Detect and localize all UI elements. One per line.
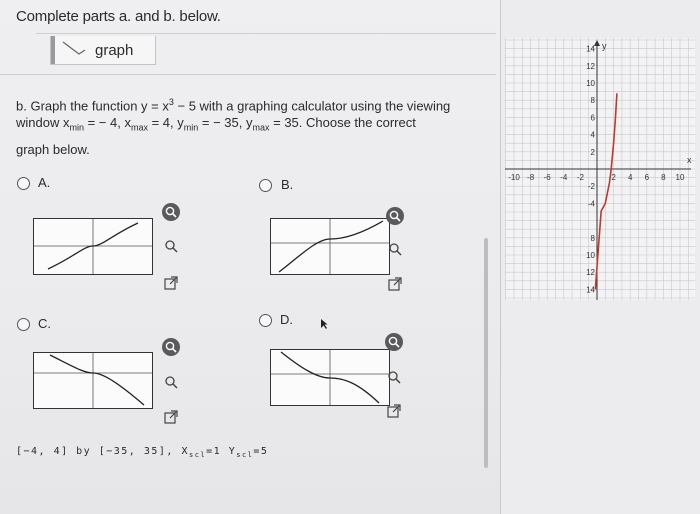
option-d-label: D. bbox=[280, 312, 293, 327]
option-d-zoom-in-icon[interactable] bbox=[385, 333, 403, 351]
x-axis-label: x bbox=[687, 155, 692, 165]
problem-line-2: window $x_{min}$ = − 4, $x_{max} = 4$, $y_{min}$ = − 35, $y_{max} = 35$. Choose the correct bbox=[16, 115, 416, 133]
option-a-zoom-in-icon[interactable] bbox=[162, 203, 180, 221]
option-d-new-window-icon[interactable] bbox=[385, 402, 403, 420]
problem-line-3: graph below. bbox=[16, 141, 90, 157]
x-tick-label: 2 bbox=[611, 173, 616, 182]
x-tick-label: -6 bbox=[543, 173, 551, 182]
option-c-new-window-icon[interactable] bbox=[162, 408, 180, 426]
x-tick-label: -2 bbox=[576, 173, 584, 182]
section-divider bbox=[0, 74, 496, 75]
option-c-plot bbox=[34, 353, 152, 408]
problem-line-1: b. Graph the function $y = x^3 - 5$ with a graphing calculator using the viewing bbox=[16, 97, 451, 114]
y-tick-label: 14 bbox=[586, 44, 595, 54]
y-tick-label: 6 bbox=[590, 113, 595, 123]
graph-tab-label: graph bbox=[95, 42, 134, 59]
y-tick-label: -2 bbox=[587, 182, 595, 192]
tab-marker bbox=[51, 36, 55, 64]
option-a-graph bbox=[33, 218, 153, 275]
option-b-new-window-icon[interactable] bbox=[386, 275, 404, 293]
scrollbar[interactable] bbox=[484, 238, 488, 468]
option-a-new-window-icon[interactable] bbox=[162, 274, 180, 292]
header-divider bbox=[36, 33, 496, 34]
option-a-plot bbox=[34, 219, 152, 274]
option-c-zoom-in-icon[interactable] bbox=[162, 338, 180, 356]
option-d-zoom-out-icon[interactable] bbox=[385, 368, 403, 386]
x-tick-label: 4 bbox=[627, 173, 633, 182]
option-d-graph bbox=[270, 349, 390, 406]
x-tick-label: -8 bbox=[527, 173, 535, 182]
option-c-graph bbox=[33, 352, 153, 409]
option-a-radio[interactable] bbox=[17, 177, 30, 190]
option-b-graph bbox=[270, 218, 390, 275]
graph-tab[interactable] bbox=[50, 36, 156, 65]
option-b-label: B. bbox=[281, 177, 294, 192]
option-b-radio[interactable] bbox=[259, 179, 272, 192]
option-d-radio[interactable] bbox=[259, 314, 272, 327]
option-b-plot bbox=[271, 219, 389, 274]
x-tick-label: -4 bbox=[560, 173, 568, 182]
option-b-zoom-out-icon[interactable] bbox=[386, 240, 404, 258]
x-tick-label: 6 bbox=[644, 173, 650, 182]
graph-icon bbox=[61, 40, 87, 58]
option-c-zoom-out-icon[interactable] bbox=[162, 373, 180, 391]
x-tick-label: 10 bbox=[675, 173, 685, 182]
y-tick-label: 12 bbox=[586, 268, 595, 278]
mouse-cursor-icon bbox=[320, 318, 328, 330]
option-b-zoom-in-icon[interactable] bbox=[386, 207, 404, 225]
y-tick-label: 8 bbox=[590, 96, 595, 106]
y-axis-label: y bbox=[602, 41, 607, 51]
viewing-window-caption: [−4, 4] by [−35, 35], $X_{scl}=1$ $Y_{scl}=5$ bbox=[16, 446, 269, 459]
option-a-label: A. bbox=[38, 175, 51, 190]
problem-statement bbox=[16, 94, 486, 158]
y-tick-label: 10 bbox=[586, 251, 595, 260]
reference-graph bbox=[505, 38, 695, 300]
option-c-radio[interactable] bbox=[17, 318, 30, 331]
y-tick-label: -4 bbox=[587, 199, 595, 209]
y-tick-label: 2 bbox=[590, 147, 595, 157]
y-tick-label: 10 bbox=[586, 79, 595, 88]
option-a-zoom-out-icon[interactable] bbox=[162, 237, 180, 255]
y-tick-label: 14 bbox=[586, 285, 595, 295]
x-tick-label: -10 bbox=[508, 173, 520, 182]
option-d-plot bbox=[271, 350, 389, 405]
instructions-title: Complete parts a. and b. below. bbox=[16, 8, 221, 25]
option-c-label: C. bbox=[38, 316, 51, 331]
y-tick-label: 4 bbox=[590, 130, 595, 140]
y-tick-label: 12 bbox=[586, 61, 595, 71]
x-tick-label: 8 bbox=[661, 173, 666, 182]
y-tick-label: 8 bbox=[590, 233, 595, 243]
